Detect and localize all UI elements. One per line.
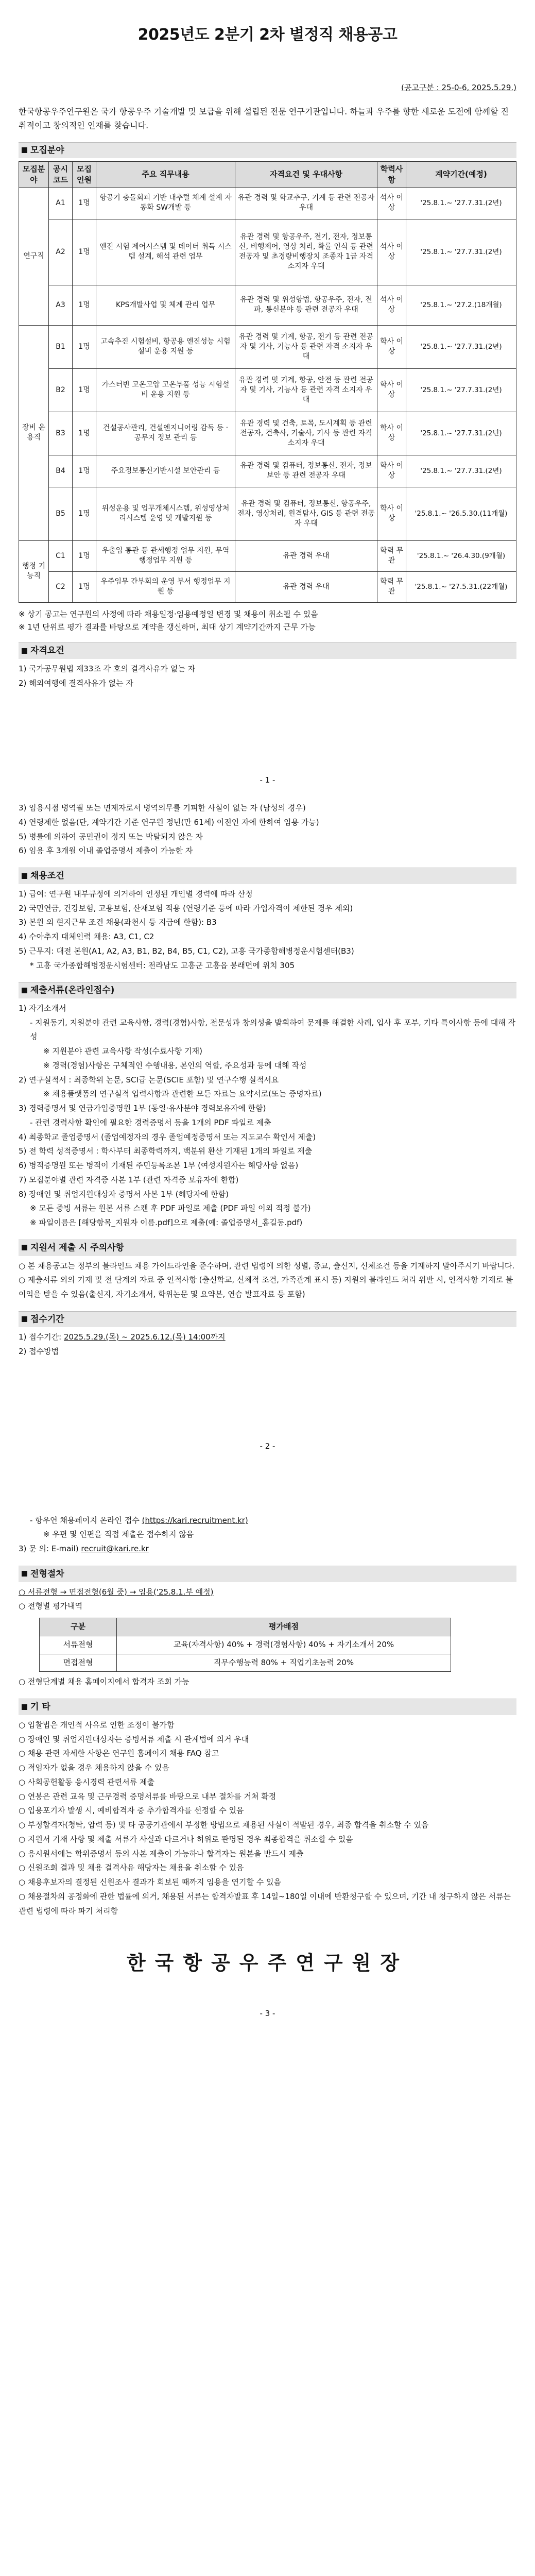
table-row: [19, 219, 516, 285]
cell-count: 1명: [73, 487, 96, 540]
page-number: - 1 -: [260, 775, 275, 785]
section-header-qualification: 자격요건: [19, 642, 516, 659]
cell-edu: 학력 무관: [377, 571, 406, 602]
th-period: 계약기간(예정): [406, 162, 516, 188]
table-row: [19, 368, 516, 412]
cell-count: 1명: [73, 187, 96, 219]
cell-period: '25.8.1.~ '26.4.30.(9개월): [406, 540, 516, 571]
cell-duty: 항공기 충돌회피 기반 내추럴 체계 설계 자동화 SW개발 등: [96, 187, 235, 219]
square-bullet-icon: [22, 873, 27, 879]
list-item: 8) 장애인 및 취업지원대상자 증명서 사본 1부 (해당자에 한함): [19, 1189, 229, 1199]
cell-count: 1명: [73, 285, 96, 325]
square-bullet-icon: [22, 1704, 27, 1710]
list-item: ○ 응시원서에는 학위증명서 등의 사본 제출이 가능하나 합격자는 원본을 반드시 제출: [19, 1849, 304, 1858]
list-item: 5) 병률에 의하여 공민권이 정지 또는 박탈되지 않은 자: [19, 832, 203, 841]
apply-url-link[interactable]: (https://kari.recruitment.kr): [142, 1515, 248, 1525]
list-item: ※ 지원분야 관련 교육사항 작성(수료사항 기재): [43, 1046, 202, 1056]
cell-score: 직무수행능력 80% + 직업기초능력 20%: [117, 1654, 451, 1672]
list-item: ※ 파일이름은 [해당항목_지원자 이름.pdf]으로 제출(예: 졸업증명서_홍길동.pdf): [30, 1218, 303, 1228]
cell-field: 연구직: [19, 187, 49, 325]
cell-req: 유관 경력 및 컴퓨터, 정보통신, 항공우주, 전자, 영상처리, 원격탐사, GIS 등 관련 전공자 우대: [235, 487, 377, 540]
cell-period: '25.8.1.~ '27.2.(18개월): [406, 285, 516, 325]
th-score: 평가배점: [117, 1618, 451, 1636]
cell-code: B1: [49, 325, 73, 368]
cell-edu: 학사 이상: [377, 325, 406, 368]
note-line: ※ 상기 공고는 연구원의 사정에 따라 채용일정‧임용예정일 변경 및 채용이 취소될 수 있음: [19, 609, 318, 619]
table-notes: [19, 608, 516, 634]
list-item: ○ 부정합격자(청탁, 압력 등) 및 타 공공기관에서 부정한 방법으로 채용된 사실이 적발된 경우, 최종 합격을 취소할 수 있음: [19, 1820, 429, 1829]
cell-code: A1: [49, 187, 73, 219]
section-header-etc: 기 타: [19, 1699, 516, 1715]
list-item: - 지원동기, 지원분야 관련 교육사항, 경력(경험)사항, 전문성과 창의성을 발휘하여 문제를 해결한 사례, 입사 후 포부, 기타 특이사항 등에 대해 작성: [30, 1018, 515, 1042]
cell-req: 유관 경력 및 학교추구, 기계 등 관련 전공자 우대: [235, 187, 377, 219]
list-item: ○ 사회공헌활동 응시경력 관련서류 제출: [19, 1777, 155, 1787]
list-item: - 관련 경력사항 확인에 필요한 경력증명서 등을 1개의 PDF 파일로 제출: [30, 1117, 271, 1127]
section-header-caution: 지원서 제출 시 주의사항: [19, 1240, 516, 1256]
cell-code: B2: [49, 368, 73, 412]
square-bullet-icon: [22, 147, 27, 153]
cell-period: '25.8.1.~ '27.7.31.(2년): [406, 187, 516, 219]
list-item: ※ 채용플랫폼의 연구실적 입력사항과 관련한 모든 자료는 요약서로(또는 증명자료): [43, 1089, 322, 1099]
cell-period: '25.8.1.~ '26.5.30.(11개월): [406, 487, 516, 540]
cell-duty: 가스터빈 고온고압 고온부품 성능 시험설비 운용 지원 등: [96, 368, 235, 412]
cell-req: 유관 경력 및 위성항법, 항공우주, 전자, 전파, 통신분야 등 관련 전공자 우대: [235, 285, 377, 325]
cell-duty: 엔진 시험 제어시스템 및 데이터 취득 시스템 설계, 해석 관련 업무: [96, 219, 235, 285]
list-item: * 고흥 국가종합해병정운시험센터: 전라남도 고흥군 고흥읍 봉래면에 위치 305: [30, 960, 295, 970]
etc-list: [19, 1718, 516, 1919]
page-number: - 3 -: [260, 2009, 275, 2019]
th-code: 공시코드: [49, 162, 73, 188]
blank-area: [19, 1467, 516, 1514]
note-line: ※ 1년 단위로 평가 결과를 바탕으로 계약을 갱신하며, 최대 상기 계약기간까지 근무 가능: [19, 622, 316, 632]
list-item: 3) 본원 외 현지근무 조건 채용(과천시 등 지급에 한함): B3: [19, 918, 217, 927]
section-header-process: 전형절차: [19, 1566, 516, 1582]
qualification-list: [19, 662, 516, 858]
notice-number: (공고구분 : 25-0-6, 2025.5.29.): [401, 82, 516, 92]
cell-req: 유관 경력 및 건축, 토목, 도시계획 등 관련 전공자, 건축사, 기술사, 기사 등 관련 자격 소지자 우대: [235, 412, 377, 455]
cell-count: 1명: [73, 571, 96, 602]
cell-count: 1명: [73, 540, 96, 571]
cell-field: 장비 운용직: [19, 325, 49, 540]
apply-note: ※ 우편 및 인편을 직접 제출은 접수하지 않음: [43, 1530, 194, 1539]
intro-paragraph: 한국항공우주연구원은 국가 항공우주 기술개발 및 보급을 위해 설립된 전문 연구기관입니다. 하늘과 우주를 향한 새로운 도전에 함께할 진취적이고 창의적인 인재를 찾습니다.: [19, 107, 509, 131]
cell-edu: 학력 무관: [377, 540, 406, 571]
section-header-conditions: 채용조건: [19, 868, 516, 884]
table-row: [19, 487, 516, 540]
cell-period: '25.8.1.~ '27.5.31.(22개월): [406, 571, 516, 602]
evaluation-table: [39, 1618, 451, 1672]
cell-code: A2: [49, 219, 73, 285]
list-item: 2) 해외여행에 결격사유가 없는 자: [19, 678, 133, 688]
cell-edu: 학사 이상: [377, 368, 406, 412]
period-value: 2025.5.29.(목) ~ 2025.6.12.(목) 14:00까지: [63, 1332, 226, 1342]
section-header-positions: 모집분야: [19, 142, 516, 159]
section-header-period: 접수기간: [19, 1311, 516, 1328]
cell-req: 유관 경력 및 기계, 항공, 전기 등 관련 전공자 및 기사, 기능사 등 관련 자격 소지자 우대: [235, 325, 377, 368]
list-item: 2) 국민연금, 건강보험, 고용보험, 산재보험 적용 (연령기준 등에 따라 가입자격이 제한된 경우 제외): [19, 903, 353, 913]
period-block: [19, 1330, 516, 1556]
contact-line: 3) 문 의: E-mail) recruit@kari.re.kr: [19, 1544, 149, 1554]
eval-title: ○ 전형별 평가내역: [19, 1601, 83, 1611]
eval-note: ○ 전형단계별 채용 홈페이지에서 합격자 조회 가능: [19, 1677, 189, 1687]
conditions-list: [19, 887, 516, 973]
cell-code: A3: [49, 285, 73, 325]
cell-count: 1명: [73, 219, 96, 285]
cell-edu: 석사 이상: [377, 285, 406, 325]
list-item: ○ 연봉은 관련 교육 및 근무경력 증명서류를 바탕으로 내부 절차를 거쳐 확정: [19, 1791, 277, 1801]
cell-duty: 우출입 통관 등 관세행정 업무 지원, 무역 행정업무 지원 등: [96, 540, 235, 571]
list-item: 1) 자기소개서: [19, 1003, 66, 1013]
table-row: [19, 455, 516, 487]
list-item: ○ 입찰법은 개인적 사유로 인한 조정이 불가함: [19, 1720, 175, 1730]
table-row: [19, 412, 516, 455]
period-line: 1) 접수기간: 2025.5.29.(목) ~ 2025.6.12.(목) 14:00까지: [19, 1332, 226, 1342]
cell-count: 1명: [73, 455, 96, 487]
cell-edu: 학사 이상: [377, 412, 406, 455]
square-bullet-icon: [22, 1316, 27, 1322]
positions-table: [19, 161, 516, 603]
page-break-gap: [19, 690, 516, 760]
cell-duty: KPS개발사업 및 체계 관리 업무: [96, 285, 235, 325]
page-break-gap: [19, 1359, 516, 1426]
list-item: 5) 근무지: 대전 본원(A1, A2, A3, B1, B2, B4, B5, C1, C2), 고흥 국가종합해병정운시험센터(B3): [19, 946, 354, 956]
list-item: ○ 장애인 및 취업지원대상자는 증빙서류 제출 시 관계법에 의거 우대: [19, 1734, 249, 1744]
list-item: 6) 임용 후 3개월 이내 졸업증명서 제출이 가능한 자: [19, 846, 193, 856]
cell-code: C2: [49, 571, 73, 602]
cell-type: 서류전형: [40, 1636, 117, 1654]
cell-edu: 석사 이상: [377, 219, 406, 285]
list-item: 3) 경력증명서 및 연금가입증명원 1부 (동일‧유사분야 경력보유자에 한함): [19, 1104, 266, 1113]
list-item: 1) 국가공무원법 제33조 각 호의 결격사유가 없는 자: [19, 664, 196, 673]
cell-req: 유관 경력 및 기계, 항공, 안전 등 관련 전공자 및 기사, 기능사 등 관련 자격 소지자 우대: [235, 368, 377, 412]
cell-req: 유관 경력 우대: [235, 571, 377, 602]
list-item: ○ 제출서류 외의 기재 및 전 단계의 자료 중 인적사항 (출신학교, 신체적 조건, 가족관계 표시 등) 지원의 블라인드 처리 위반 시, 인적사항 기재로 불이익을 받을 수 있음(출신지, 자기소개서, 학위논문 및 요약본, 연습 발표자료 등 포함): [19, 1275, 513, 1299]
cell-edu: 학사 이상: [377, 487, 406, 540]
list-item: 4) 수아추지 대체인력 채용: A3, C1, C2: [19, 932, 154, 942]
list-item: 1) 급여: 연구원 내부규정에 의거하여 인정된 개인별 경력에 따라 산정: [19, 889, 253, 899]
caution-list: [19, 1259, 516, 1302]
list-item: ※ 모든 증빙 서류는 원본 서류 스캔 후 PDF 파일로 제출 (PDF 파일 이외 적정 불가): [30, 1204, 311, 1213]
cell-period: '25.8.1.~ '27.7.31.(2년): [406, 368, 516, 412]
cell-duty: 주요정보통신기반시설 보안관리 등: [96, 455, 235, 487]
cell-code: B4: [49, 455, 73, 487]
apply-online: - 항우연 채용페이지 온라인 접수 (https://kari.recruitment.kr): [30, 1515, 248, 1525]
th-count: 모집인원: [73, 162, 96, 188]
section-header-documents: 제출서류(온라인접수): [19, 982, 516, 998]
signature-org: 한국항공우주연구원장: [126, 1952, 409, 1975]
cell-edu: 학사 이상: [377, 455, 406, 487]
cell-duty: 우주임무 간부회의 운영 부서 행정업무 지원 등: [96, 571, 235, 602]
list-item: 3) 임용시점 병역필 또는 면제자로서 병역의무를 기피한 사실이 없는 자 (남성의 경우): [19, 803, 306, 813]
contact-email-link[interactable]: recruit@kari.re.kr: [81, 1544, 149, 1554]
square-bullet-icon: [22, 1571, 27, 1577]
list-item: 2) 연구실적서 : 최종학위 논문, SCI급 논문(SCIE 포함) 및 연구수행 실적서요: [19, 1075, 279, 1084]
cell-req: 유관 경력 및 컴퓨터, 정보통신, 전자, 정보보안 등 관련 전공자 우대: [235, 455, 377, 487]
th-duty: 주요 직무내용: [96, 162, 235, 188]
table-row: [19, 285, 516, 325]
cell-duty: 위성운용 및 업무개체시스템, 위성영상처리시스템 운영 및 개발지원 등: [96, 487, 235, 540]
cell-code: B5: [49, 487, 73, 540]
list-item: ○ 신원조회 결과 및 채용 결격사유 해당자는 채용을 취소할 수 있음: [19, 1863, 244, 1873]
method-label: 2) 접수방법: [19, 1347, 59, 1357]
list-item: ○ 적임자가 없을 경우 채용하지 않을 수 있음: [19, 1763, 169, 1772]
cell-type: 면접전형: [40, 1654, 117, 1672]
process-block: [19, 1585, 516, 1614]
list-item: 5) 전 학력 성적증명서 : 학사부터 최종학력까지, 백분위 환산 기재된 1개의 파일로 제출: [19, 1146, 313, 1156]
cell-score: 교육(자격사항) 40% + 경력(경험사항) 40% + 자기소개서 20%: [117, 1636, 451, 1654]
list-item: ○ 지원서 기재 사항 및 제출 서류가 사실과 다르거나 허위로 판명된 경우 최종합격을 취소할 수 있음: [19, 1834, 353, 1844]
cell-duty: 고속추진 시험설비, 항공용 엔진성능 시험설비 운용 지원 등: [96, 325, 235, 368]
list-item: ※ 경력(경험)사항은 구체적인 수행내용, 본인의 역할, 주요성과 등에 대해 작성: [43, 1060, 307, 1070]
table-row: [40, 1636, 451, 1654]
th-req: 자격요건 및 우대사항: [235, 162, 377, 188]
list-item: 6) 병적증명원 또는 병적이 기재된 주민등록초본 1부 (여성지원자는 해당사항 없음): [19, 1161, 299, 1171]
cell-code: C1: [49, 540, 73, 571]
table-header-row: [19, 162, 516, 188]
cell-field: 행정 기능직: [19, 540, 49, 602]
documents-list: [19, 1002, 516, 1230]
list-item: ○ 채용절차의 공정화에 관한 법률에 의거, 채용된 서류는 합격자발표 후 14일~180일 이내에 반환청구할 수 있으며, 기간 내 청구하지 않은 서류는 관련 법령에 따라 파기 처리함: [19, 1891, 511, 1916]
list-item: ○ 입용포기자 발생 시, 예비합격자 중 추가합격자를 선정할 수 있음: [19, 1806, 244, 1816]
page-number: - 2 -: [260, 1441, 275, 1451]
cell-period: '25.8.1.~ '27.7.31.(2년): [406, 219, 516, 285]
cell-duty: 건설공사관리, 건설엔지니어링 감독 등 ‧ 공무지 정보 관리 등: [96, 412, 235, 455]
process-flow: ○ 서류전형 → 면접전형(6월 중) → 임용('25.8.1.부 예정): [19, 1587, 214, 1597]
page-title: 2025년도 2분기 2차 별정직 채용공고: [137, 26, 398, 44]
list-item: 7) 모집분야별 관련 자격증 사본 1부 (관련 자격증 보유자에 한함): [19, 1175, 239, 1184]
cell-edu: 석사 이상: [377, 187, 406, 219]
cell-code: B3: [49, 412, 73, 455]
table-row: [19, 540, 516, 571]
list-item: 4) 연령제한 없음(단, 계약기간 기준 연구원 정년(만 61세) 이전인 자에 한하여 임용 가능): [19, 817, 319, 827]
cell-req: 유관 경력 및 항공우주, 전기, 전자, 정보통신, 비행제어, 영상 처리, 확률 인식 등 관련 전공자 및 초경량비행장치 조종자 1급 자격 소지자 우대: [235, 219, 377, 285]
table-row: [19, 571, 516, 602]
th-edu: 학력사항: [377, 162, 406, 188]
cell-count: 1명: [73, 368, 96, 412]
cell-period: '25.8.1.~ '27.7.31.(2년): [406, 325, 516, 368]
table-row: [19, 187, 516, 219]
table-row: [40, 1654, 451, 1672]
cell-count: 1명: [73, 325, 96, 368]
square-bullet-icon: [22, 648, 27, 654]
table-header-row: [40, 1618, 451, 1636]
list-item: ○ 채용후보자의 결정된 신원조사 결과가 회보된 때까지 임용을 연기할 수 있음: [19, 1877, 281, 1887]
cell-count: 1명: [73, 412, 96, 455]
list-item: ○ 본 채용공고는 정부의 블라인드 채용 가이드라인을 준수하며, 관련 법령에 의한 성별, 종교, 출신지, 신체조건 등을 기재하지 말아주시기 바랍니다.: [19, 1261, 515, 1270]
table-row: [19, 325, 516, 368]
cell-period: '25.8.1.~ '27.7.31.(2년): [406, 412, 516, 455]
cell-req: 유관 경력 우대: [235, 540, 377, 571]
th-type: 구분: [40, 1618, 117, 1636]
square-bullet-icon: [22, 1245, 27, 1250]
list-item: 4) 최종학교 졸업증명서 (졸업예정자의 경우 졸업예정증명서 또는 지도교수 확인서 제출): [19, 1132, 316, 1142]
square-bullet-icon: [22, 988, 27, 993]
list-item: ○ 채용 관련 자세한 사항은 연구원 홈페이지 채용 FAQ 참고: [19, 1749, 219, 1758]
cell-period: '25.8.1.~ '27.7.31.(2년): [406, 455, 516, 487]
th-field: 모집분야: [19, 162, 49, 188]
